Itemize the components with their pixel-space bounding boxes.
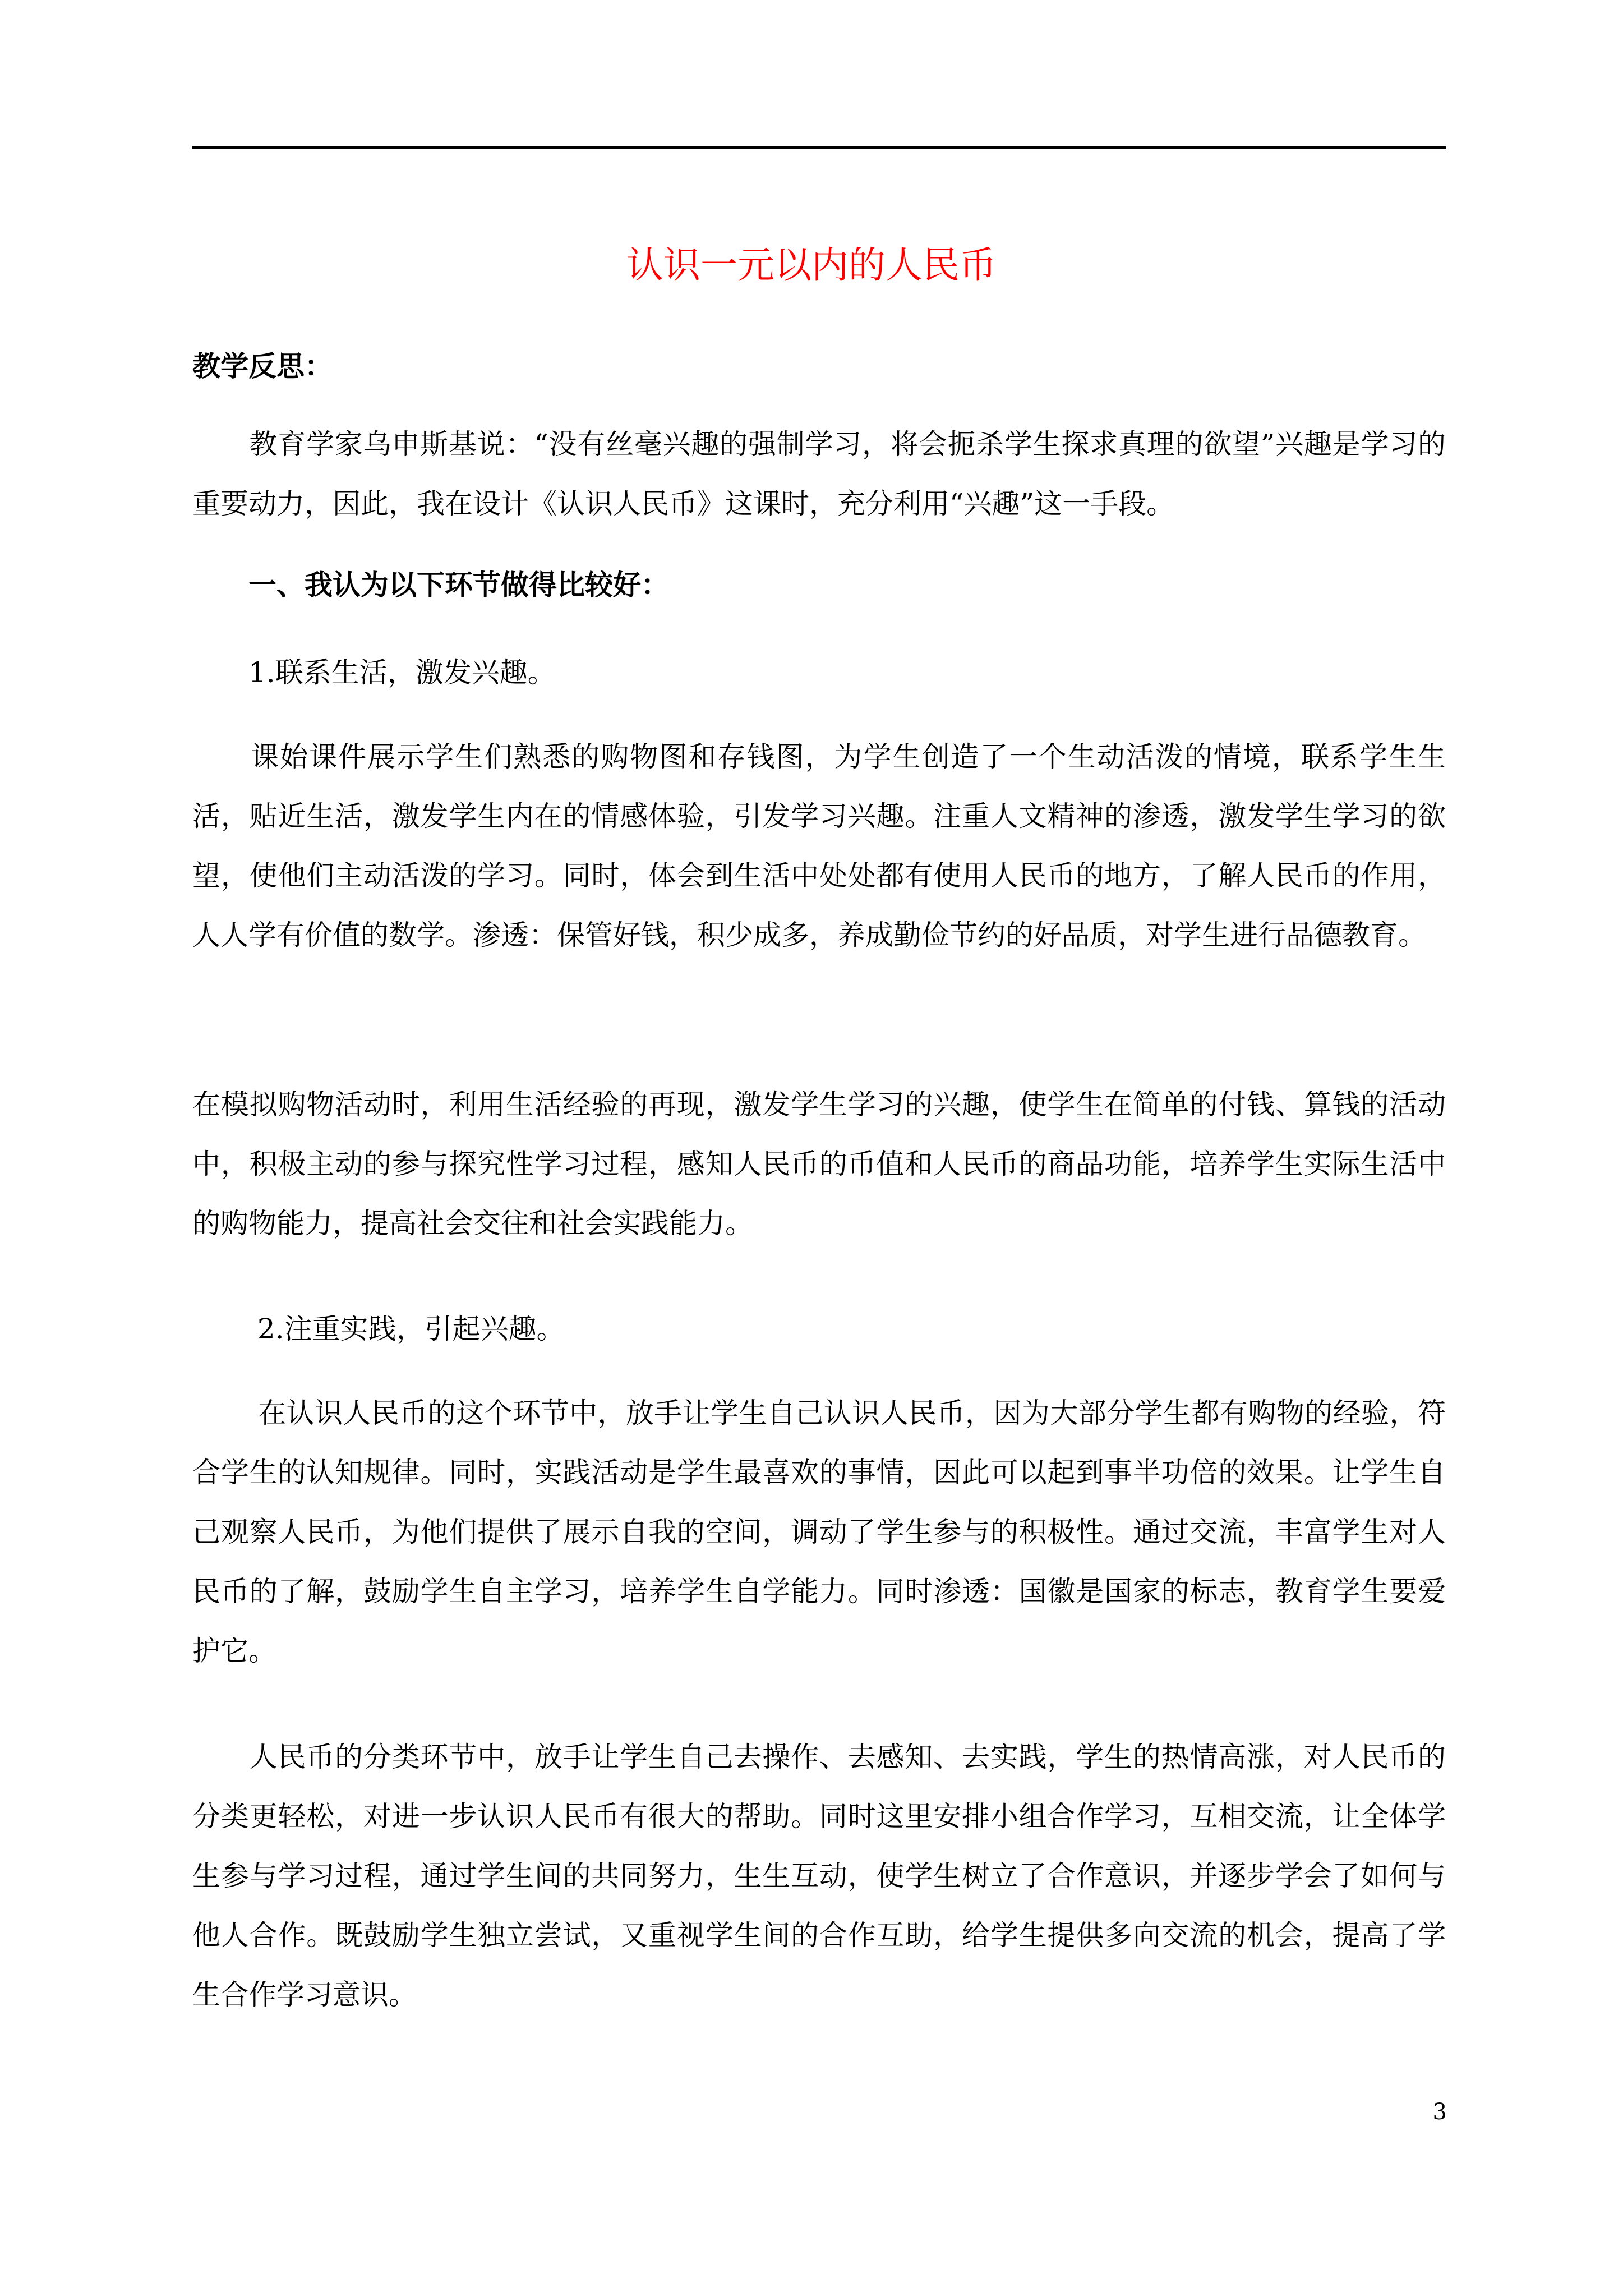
point-2-paragraph-2: 人民币的分类环节中，放手让学生自己去操作、去感知、去实践，学生的热情高涨，对人民币的分类更轻松，对进一步认识人民币有很大的帮助。同时这里安排小组合作学习，互相交流，让全体学生参与学习过程，通过学生间的共同努力，生生互动，使学生树立了合作意识，并逐步学会了如何与他人合作。既鼓励学生独立尝试，又重视学生间的合作互助，给学生提供多向交流的机会，提高了学生合作学习意识。: [192, 1741, 1446, 2011]
header-rule: [192, 146, 1446, 149]
point-2-paragraph-1: 在认识人民币的这个环节中，放手让学生自己认识人民币，因为大部分学生都有购物的经验，符合学生的认知规律。同时，实践活动是学生最喜欢的事情，因此可以起到事半功倍的效果。让学生自己观察人民币，为他们提供了展示自我的空间，调动了学生参与的积极性。通过交流，丰富学生对人民币的了解，鼓励学生自主学习，培养学生自学能力。同时渗透：国徽是国家的标志，教育学生要爱护它。: [192, 1397, 1446, 1667]
section-label: 教学反思：: [192, 349, 333, 383]
point-1-paragraph-2: 在模拟购物活动时，利用生活经验的再现，激发学生学习的兴趣，使学生在简单的付钱、算钱的活动中，积极主动的参与探究性学习过程，感知人民币的币值和人民币的商品功能，培养学生实际生活中的购物能力，提高社会交往和社会实践能力。: [192, 1088, 1446, 1240]
intro-paragraph: 教育学家乌申斯基说：“没有丝毫兴趣的强制学习，将会扼杀学生探求真理的欲望”兴趣是学习的重要动力，因此，我在设计《认识人民币》这课时，充分利用“兴趣”这一手段。: [192, 428, 1446, 520]
point-1-title: 1.联系生活，激发兴趣。: [192, 656, 556, 689]
page-number: 3: [1432, 2099, 1447, 2125]
point-2-title: 2.注重实践，引起兴趣。: [192, 1313, 565, 1345]
heading-good-aspects: 一、我认为以下环节做得比较好：: [192, 568, 669, 601]
point-1-paragraph-1: 课始课件展示学生们熟悉的购物图和存钱图，为学生创造了一个生动活泼的情境，联系学生生活，贴近生活，激发学生内在的情感体验，引发学习兴趣。注重人文精神的渗透，激发学生学习的欲望，使他们主动活泼的学习。同时，体会到生活中处处都有使用人民币的地方，了解人民币的作用，人人学有价值的数学。渗透：保管好钱，积少成多，养成勤俭节约的好品质，对学生进行品德教育。: [192, 740, 1446, 951]
document-title: 认识一元以内的人民币: [626, 243, 997, 287]
